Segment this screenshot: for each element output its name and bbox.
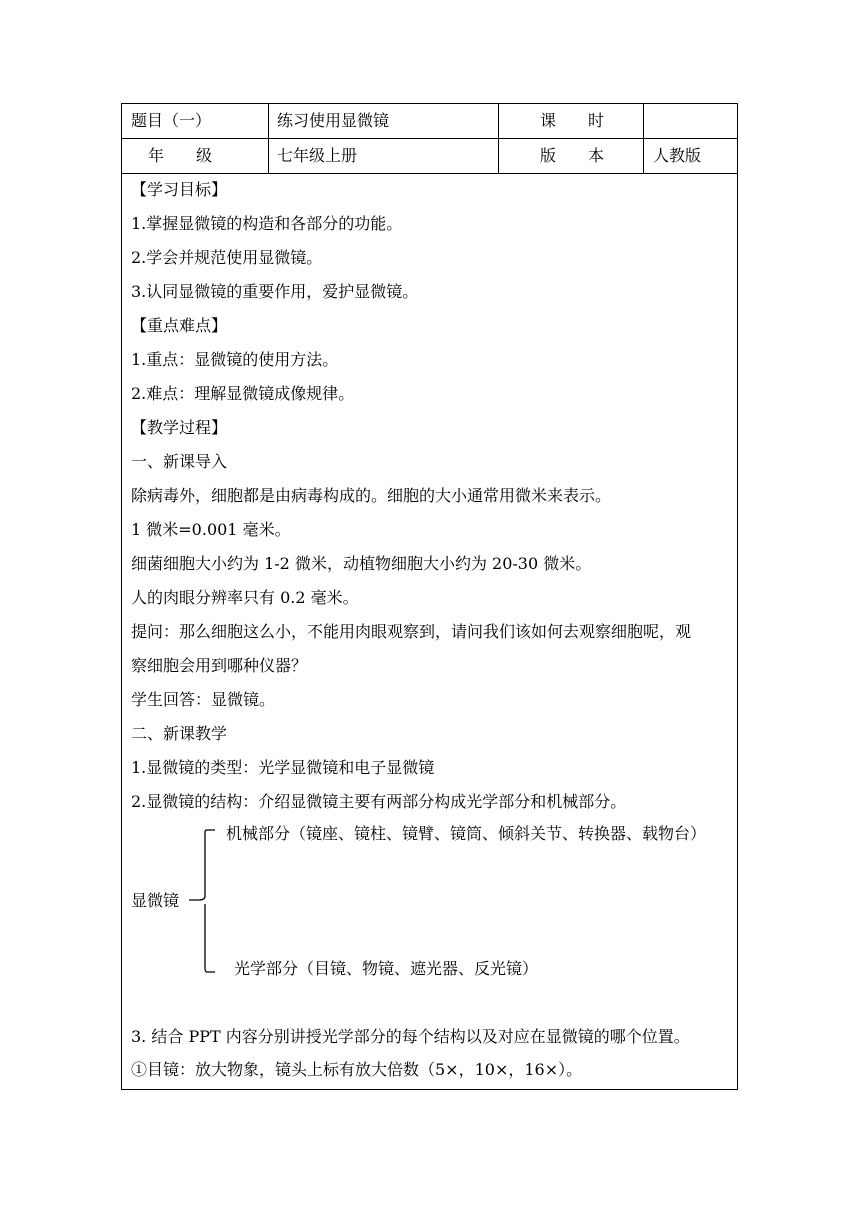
header-row-divider <box>121 138 738 139</box>
header-col-divider-2 <box>498 103 499 173</box>
key-point-item: 2.难点：理解显微镜成像规律。 <box>131 384 355 403</box>
key-point-item: 1.重点：显微镜的使用方法。 <box>131 350 339 369</box>
paragraph-line: 察细胞会用到哪种仪器？ <box>131 656 308 675</box>
section-heading-key-points: 【重点难点】 <box>131 316 228 335</box>
section-heading-process: 【教学过程】 <box>131 418 228 437</box>
topic-label: 题目（一） <box>131 111 212 130</box>
section-heading-objectives: 【学习目标】 <box>131 180 228 199</box>
header-col-divider-1 <box>268 103 269 173</box>
grade-value: 七年级上册 <box>277 146 358 165</box>
diagram-root: 显微镜 <box>131 891 180 910</box>
topic-value: 练习使用显微镜 <box>277 111 390 130</box>
paragraph-line: ①目镜：放大物象，镜头上标有放大倍数（5×，10×，16×）。 <box>131 1060 583 1079</box>
edition-label: 版 本 <box>540 146 605 165</box>
paragraph-line: 提问：那么细胞这么小，不能用肉眼观察到，请问我们该如何去观察细胞呢，观 <box>131 622 692 641</box>
subheading-new-lesson: 二、新课教学 <box>131 724 228 743</box>
paragraph-line: 人的肉眼分辨率只有 0.2 毫米。 <box>131 588 359 607</box>
paragraph-line: 3. 结合 PPT 内容分别讲授光学部分的每个结构以及对应在显微镜的哪个位置。 <box>131 1027 690 1046</box>
header-bottom-border <box>121 173 738 174</box>
paragraph-line: 细菌细胞大小约为 1-2 微米，动植物细胞大小约为 20-30 微米。 <box>131 554 592 573</box>
period-label: 课 时 <box>540 111 605 130</box>
paragraph-line: 除病毒外，细胞都是由病毒构成的。细胞的大小通常用微米来表示。 <box>131 486 612 505</box>
grade-label: 年 级 <box>148 146 213 165</box>
structure-brace <box>185 822 225 982</box>
paragraph-line: 1.显微镜的类型：光学显微镜和电子显微镜 <box>131 758 435 777</box>
objective-item: 2.学会并规范使用显微镜。 <box>131 248 323 267</box>
paragraph-line: 2.显微镜的结构：介绍显微镜主要有两部分构成光学部分和机械部分。 <box>131 792 627 811</box>
objective-item: 3.认同显微镜的重要作用，爱护显微镜。 <box>131 282 419 301</box>
paragraph-line: 1 微米=0.001 毫米。 <box>131 520 291 539</box>
header-col-divider-3 <box>643 103 644 173</box>
diagram-branch-mechanical: 机械部分（镜座、镜柱、镜臂、镜筒、倾斜关节、转换器、载物台） <box>226 824 707 843</box>
edition-value: 人教版 <box>653 146 702 165</box>
diagram-branch-optical: 光学部分（目镜、物镜、遮光器、反光镜） <box>234 959 539 978</box>
subheading-intro: 一、新课导入 <box>131 452 228 471</box>
paragraph-line: 学生回答：显微镜。 <box>131 690 276 709</box>
objective-item: 1.掌握显微镜的构造和各部分的功能。 <box>131 214 403 233</box>
